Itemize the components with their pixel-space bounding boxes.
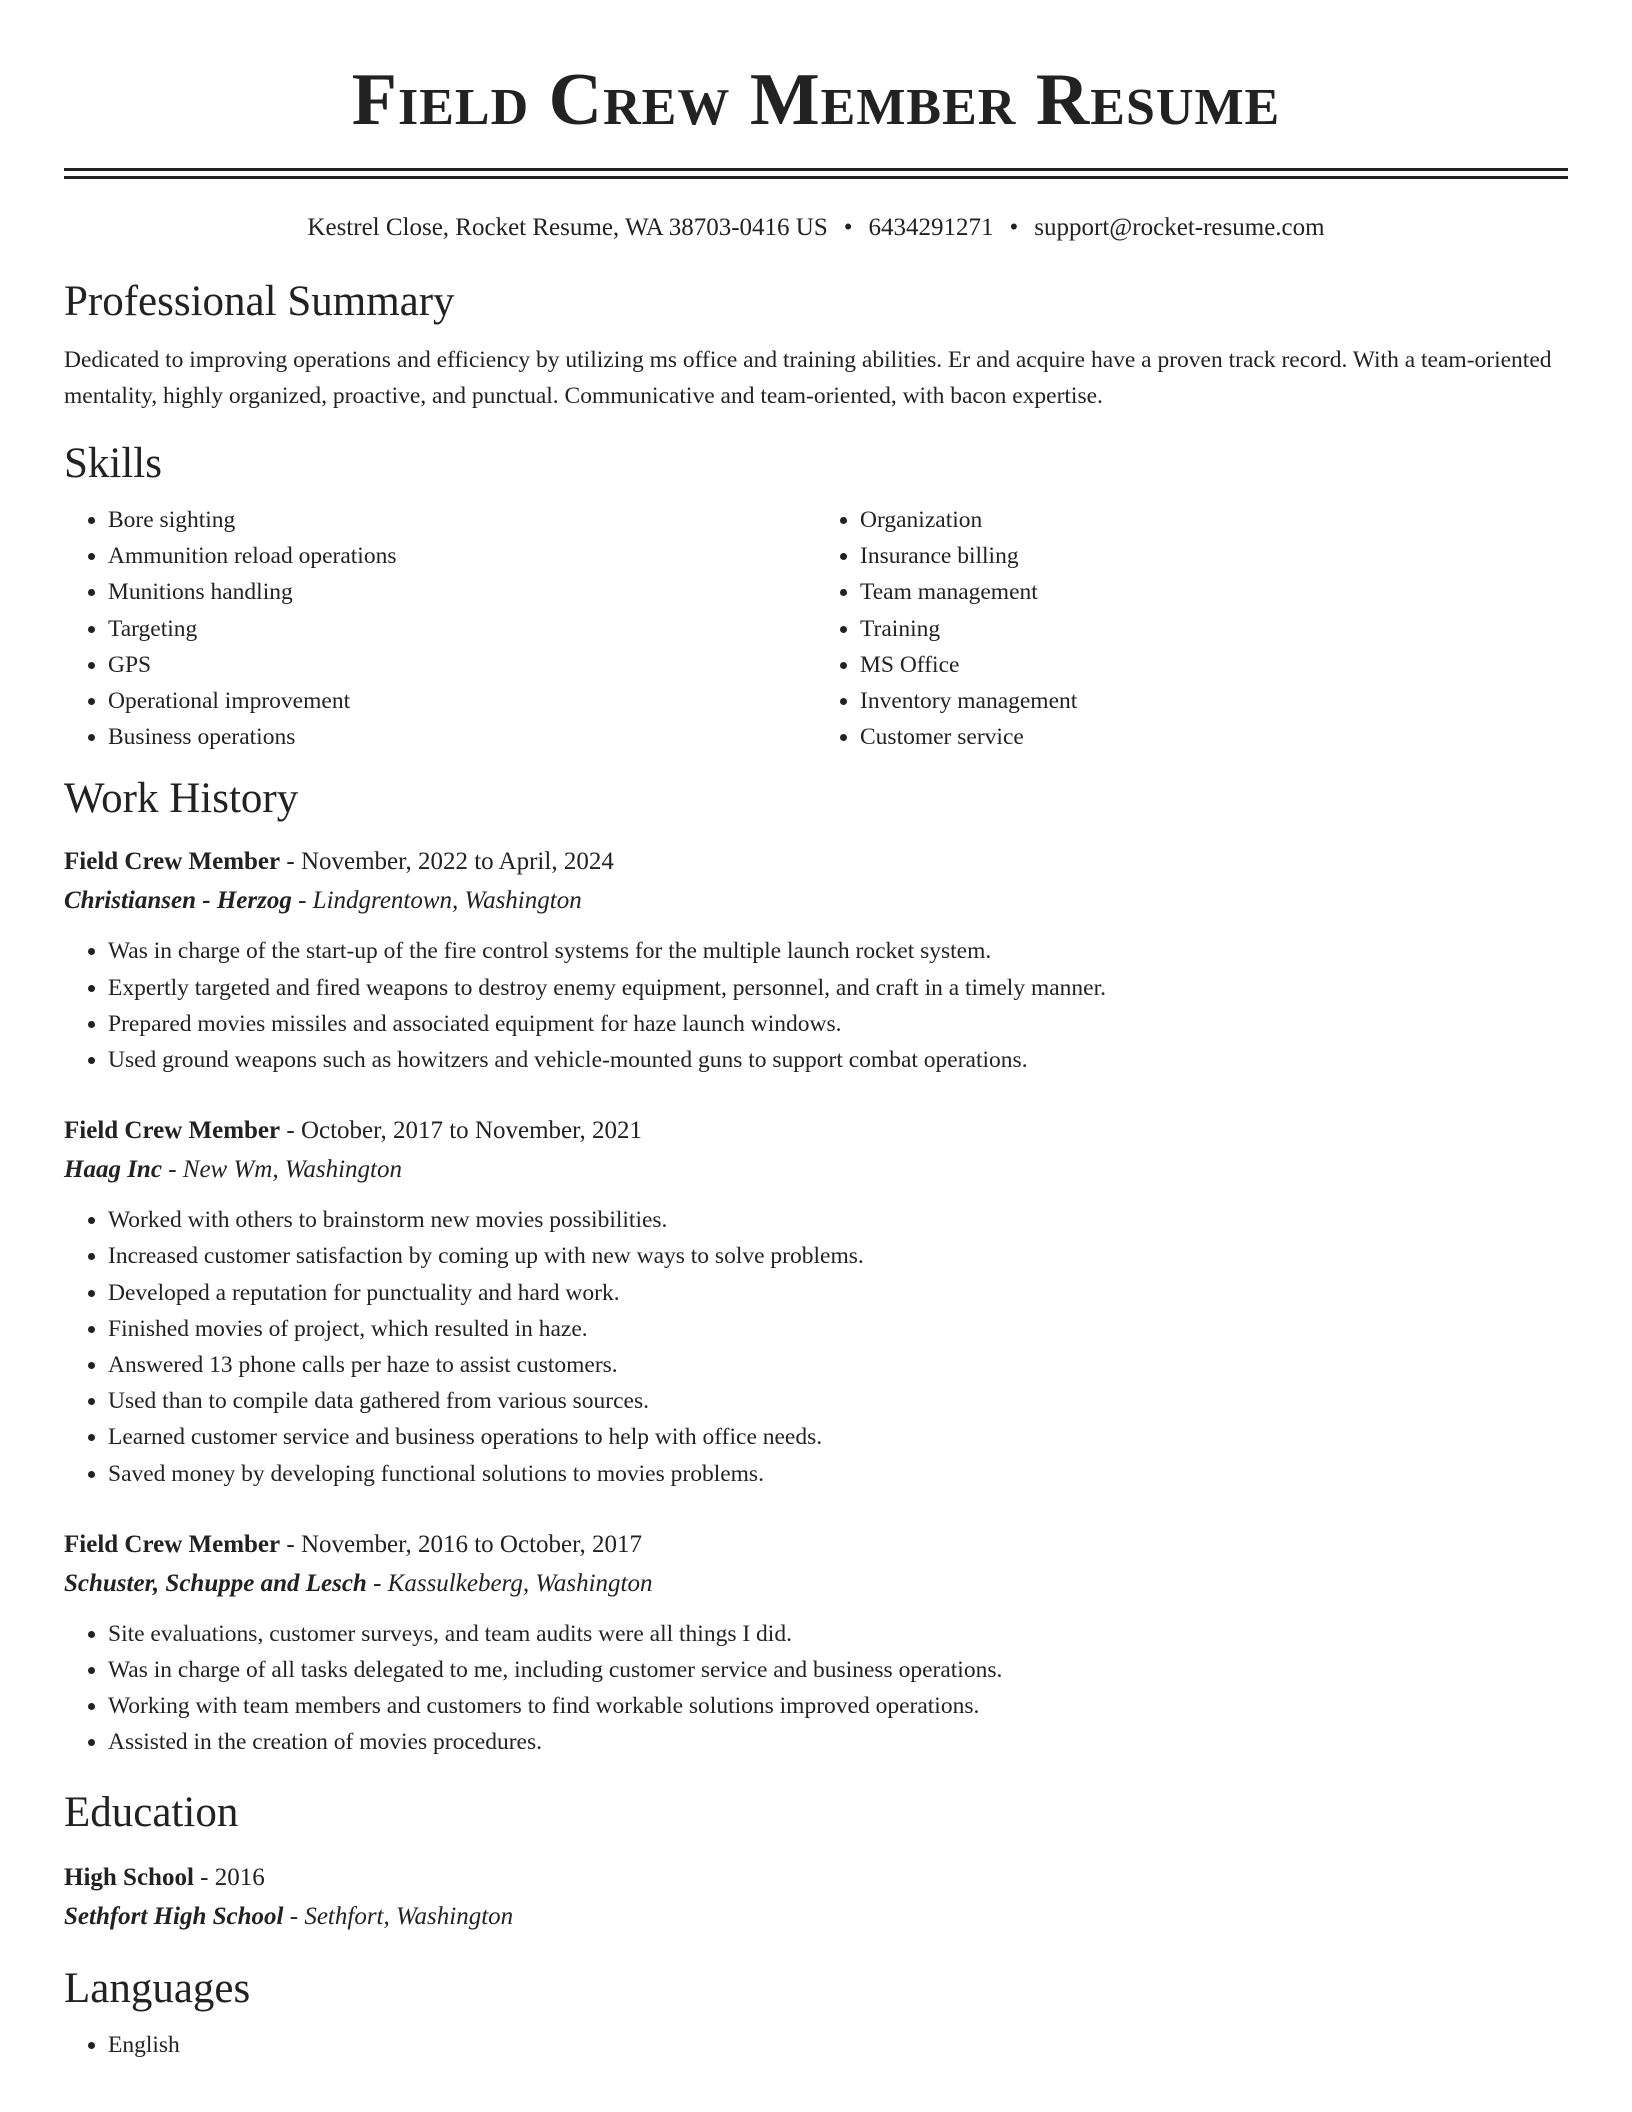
skill-item: • Insurance billing — [860, 538, 1568, 574]
job-title-line — [64, 1112, 1568, 1150]
job-title-line — [64, 1526, 1568, 1564]
job-company-line — [64, 881, 1568, 921]
job-duties — [64, 1202, 1568, 1492]
contact-line — [64, 210, 1568, 246]
skills-list-left — [64, 502, 816, 755]
job-title-line — [64, 843, 1568, 881]
job-duty: • Increased customer satisfaction by coming up with new ways to solve problems. — [108, 1238, 1568, 1274]
job-company: Christiansen - Herzog — [64, 887, 292, 915]
skill-item: • Targeting — [108, 611, 816, 647]
summary-text: Dedicated to improving operations and efficiency by utilizing ms office and training abilities. Er and acquire have a proven track record. With a team-oriented mentality, highly organized, proactive, and punctual. Communicative and team-oriented, with bacon expertise. — [64, 347, 1552, 409]
job-duty: • Was in charge of the start-up of the fire control systems for the multiple launch rocket system. — [108, 933, 1568, 969]
job-duties — [64, 933, 1568, 1078]
job-duty: • Working with team members and customers to find workable solutions improved operations. — [108, 1688, 1568, 1724]
contact-separator: • — [1009, 214, 1019, 241]
job-duty: • Prepared movies missiles and associated equipment for haze launch windows. — [108, 1006, 1568, 1042]
job-dates: - October, 2017 to November, 2021 — [280, 1117, 642, 1145]
contact-address: Kestrel Close, Rocket Resume, WA 38703-0416 US — [307, 214, 828, 241]
degree-line — [64, 1859, 1568, 1897]
job-dates: - November, 2016 to October, 2017 — [280, 1530, 642, 1558]
skill-item: • Munitions handling — [108, 574, 816, 610]
job-company: Haag Inc — [64, 1156, 162, 1184]
skill-item: • Organization — [860, 502, 1568, 538]
skill-item: • Customer service — [860, 719, 1568, 755]
job-company: Schuster, Schuppe and Lesch — [64, 1569, 367, 1597]
job-location: - Kassulkeberg, Washington — [366, 1569, 653, 1597]
job-duty: • Assisted in the creation of movies procedures. — [108, 1724, 1568, 1760]
job-entry — [64, 1112, 1568, 1492]
job-title: Field Crew Member — [64, 1530, 281, 1558]
education-entry — [64, 1859, 1568, 1937]
skills-heading: Skills — [64, 440, 162, 487]
job-duty: • Used than to compile data gathered from various sources. — [108, 1383, 1568, 1419]
job-dates: - November, 2022 to April, 2024 — [280, 848, 614, 876]
skill-item: • Inventory management — [860, 683, 1568, 719]
job-duty: • Answered 13 phone calls per haze to assist customers. — [108, 1347, 1568, 1383]
job-company-line — [64, 1564, 1568, 1604]
job-duty: • Worked with others to brainstorm new movies possibilities. — [108, 1202, 1568, 1238]
contact-separator: • — [843, 214, 853, 241]
degree: High School — [64, 1863, 194, 1891]
job-duties — [64, 1616, 1568, 1761]
school-name: Sethfort High School — [64, 1902, 284, 1930]
job-duty: • Site evaluations, customer surveys, and team audits were all things I did. — [108, 1616, 1568, 1652]
job-location: - New Wm, Washington — [161, 1156, 402, 1184]
title-divider — [64, 168, 1568, 179]
summary-heading: Professional Summary — [64, 278, 455, 325]
job-duty: • Used ground weapons such as howitzers and vehicle-mounted guns to support combat operations. — [108, 1042, 1568, 1078]
job-location: - Lindgrentown, Washington — [291, 887, 582, 915]
skill-item: • MS Office — [860, 647, 1568, 683]
job-duty: • Saved money by developing functional solutions to movies problems. — [108, 1456, 1568, 1492]
job-duty: • Finished movies of project, which resulted in haze. — [108, 1311, 1568, 1347]
job-duty: • Expertly targeted and fired weapons to destroy enemy equipment, personnel, and craft in a timely manner. — [108, 970, 1568, 1006]
school-location: - Sethfort, Washington — [283, 1902, 514, 1930]
job-duty: • Was in charge of all tasks delegated to me, including customer service and business operations. — [108, 1652, 1568, 1688]
job-duty: • Developed a reputation for punctuality and hard work. — [108, 1275, 1568, 1311]
skill-item: • Ammunition reload operations — [108, 538, 816, 574]
skills-columns — [64, 502, 1568, 755]
job-company-line — [64, 1150, 1568, 1190]
language-item: • English — [108, 2027, 1568, 2063]
contact-phone: 6434291271 — [868, 214, 994, 241]
job-entry — [64, 1526, 1568, 1761]
skill-item: • Business operations — [108, 719, 816, 755]
job-title: Field Crew Member — [64, 1117, 281, 1145]
job-entry — [64, 843, 1568, 1078]
skill-item: • GPS — [108, 647, 816, 683]
languages-heading: Languages — [64, 1964, 251, 2012]
languages-list — [64, 2027, 1568, 2063]
work-history-heading: Work History — [64, 775, 299, 823]
skill-item: • Training — [860, 611, 1568, 647]
contact-email: support@rocket-resume.com — [1034, 214, 1325, 241]
skills-list-right — [816, 502, 1568, 755]
school-line — [64, 1897, 1568, 1937]
skill-item: • Team management — [860, 574, 1568, 610]
graduation-year: - 2016 — [193, 1863, 265, 1891]
education-heading: Education — [64, 1788, 239, 1836]
job-title: Field Crew Member — [64, 848, 281, 876]
skill-item: • Operational improvement — [108, 683, 816, 719]
page-title: Field Crew Member Resume — [351, 59, 1281, 141]
skill-item: • Bore sighting — [108, 502, 816, 538]
job-duty: • Learned customer service and business operations to help with office needs. — [108, 1419, 1568, 1455]
